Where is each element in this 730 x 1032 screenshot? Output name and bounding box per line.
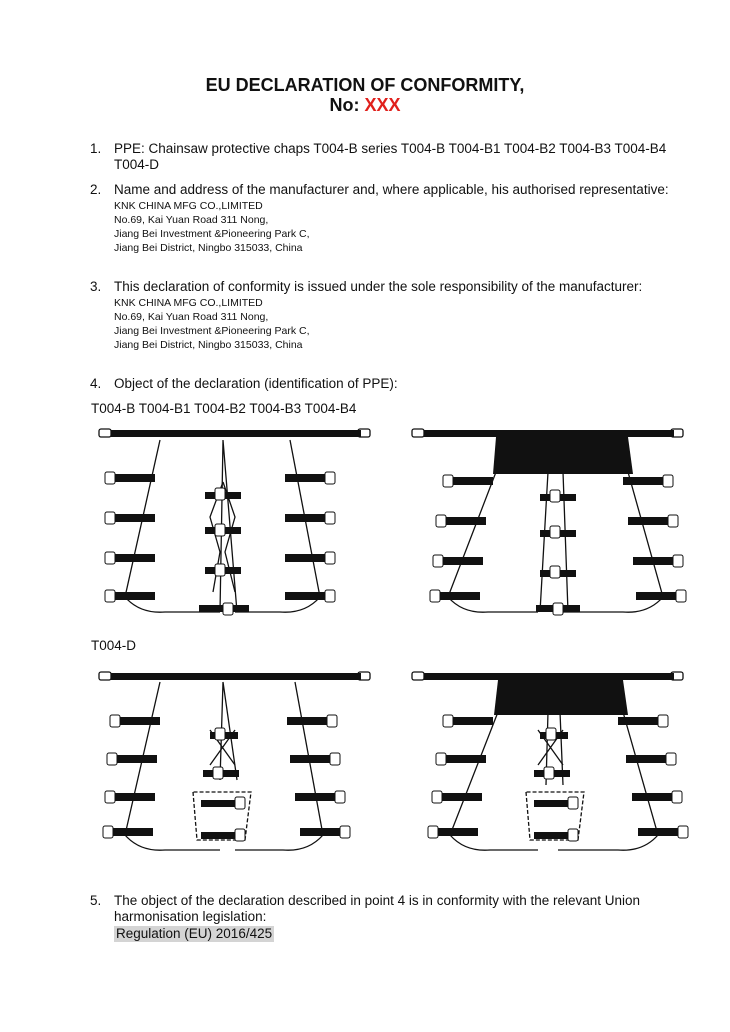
item-2-text: Name and address of the manufacturer and, where applicable, his authorised representative: bbox=[114, 182, 669, 197]
address-line: No.69, Kai Yuan Road 311 Nong, bbox=[114, 311, 269, 323]
item-1-number: 1. bbox=[90, 141, 102, 156]
item-5-number: 5. bbox=[90, 893, 102, 908]
address-line: Jiang Bei Investment &Pioneering Park C, bbox=[114, 325, 310, 337]
item-4-number: 4. bbox=[90, 376, 102, 391]
item-1 bbox=[90, 141, 670, 173]
chaps-diagram-d-apron bbox=[408, 660, 698, 860]
item-3-address bbox=[114, 296, 670, 352]
address-line: Jiang Bei District, Ningbo 315033, China bbox=[114, 339, 303, 351]
address-line: Jiang Bei Investment &Pioneering Park C, bbox=[114, 228, 310, 240]
item-2 bbox=[90, 182, 670, 255]
regulation-highlight: Regulation (EU) 2016/425 bbox=[116, 926, 273, 941]
chaps-diagram-b-plain bbox=[95, 422, 385, 622]
doc-number-label: No: bbox=[329, 95, 365, 115]
chaps-diagram-b-apron bbox=[408, 422, 698, 622]
item-1-text: PPE: Chainsaw protective chaps T004-B series T004-B T004-B1 T004-B2 T004-B3 T004-B4 T004-D bbox=[114, 141, 667, 172]
item-5 bbox=[90, 893, 670, 942]
item-2-address bbox=[114, 199, 670, 255]
item-3 bbox=[90, 279, 670, 352]
regulation-row bbox=[90, 926, 670, 942]
item-4-text: Object of the declaration (identification of PPE): bbox=[114, 376, 398, 391]
doc-number-value: XXX bbox=[364, 95, 401, 115]
item-3-text: This declaration of conformity is issued under the sole responsibility of the manufacturer: bbox=[114, 279, 643, 294]
item-5-text: The object of the declaration described in point 4 is in conformity with the relevant Union harmonisation legislation: bbox=[114, 893, 641, 924]
doc-title: EU DECLARATION OF CONFORMITY, bbox=[205, 75, 525, 95]
chaps-diagram-d-plain bbox=[95, 660, 385, 860]
item-3-number: 3. bbox=[90, 279, 102, 294]
item-4 bbox=[90, 376, 670, 392]
item-2-number: 2. bbox=[90, 182, 102, 197]
address-line: KNK CHINA MFG CO.,LIMITED bbox=[114, 200, 263, 212]
address-line: No.69, Kai Yuan Road 311 Nong, bbox=[114, 214, 269, 226]
models-b-label: T004-B T004-B1 T004-B2 T004-B3 T004-B4 bbox=[91, 401, 357, 416]
address-line: Jiang Bei District, Ningbo 315033, China bbox=[114, 242, 303, 254]
models-d-label: T004-D bbox=[91, 638, 137, 653]
address-line: KNK CHINA MFG CO.,LIMITED bbox=[114, 297, 263, 309]
doc-number bbox=[0, 95, 730, 116]
